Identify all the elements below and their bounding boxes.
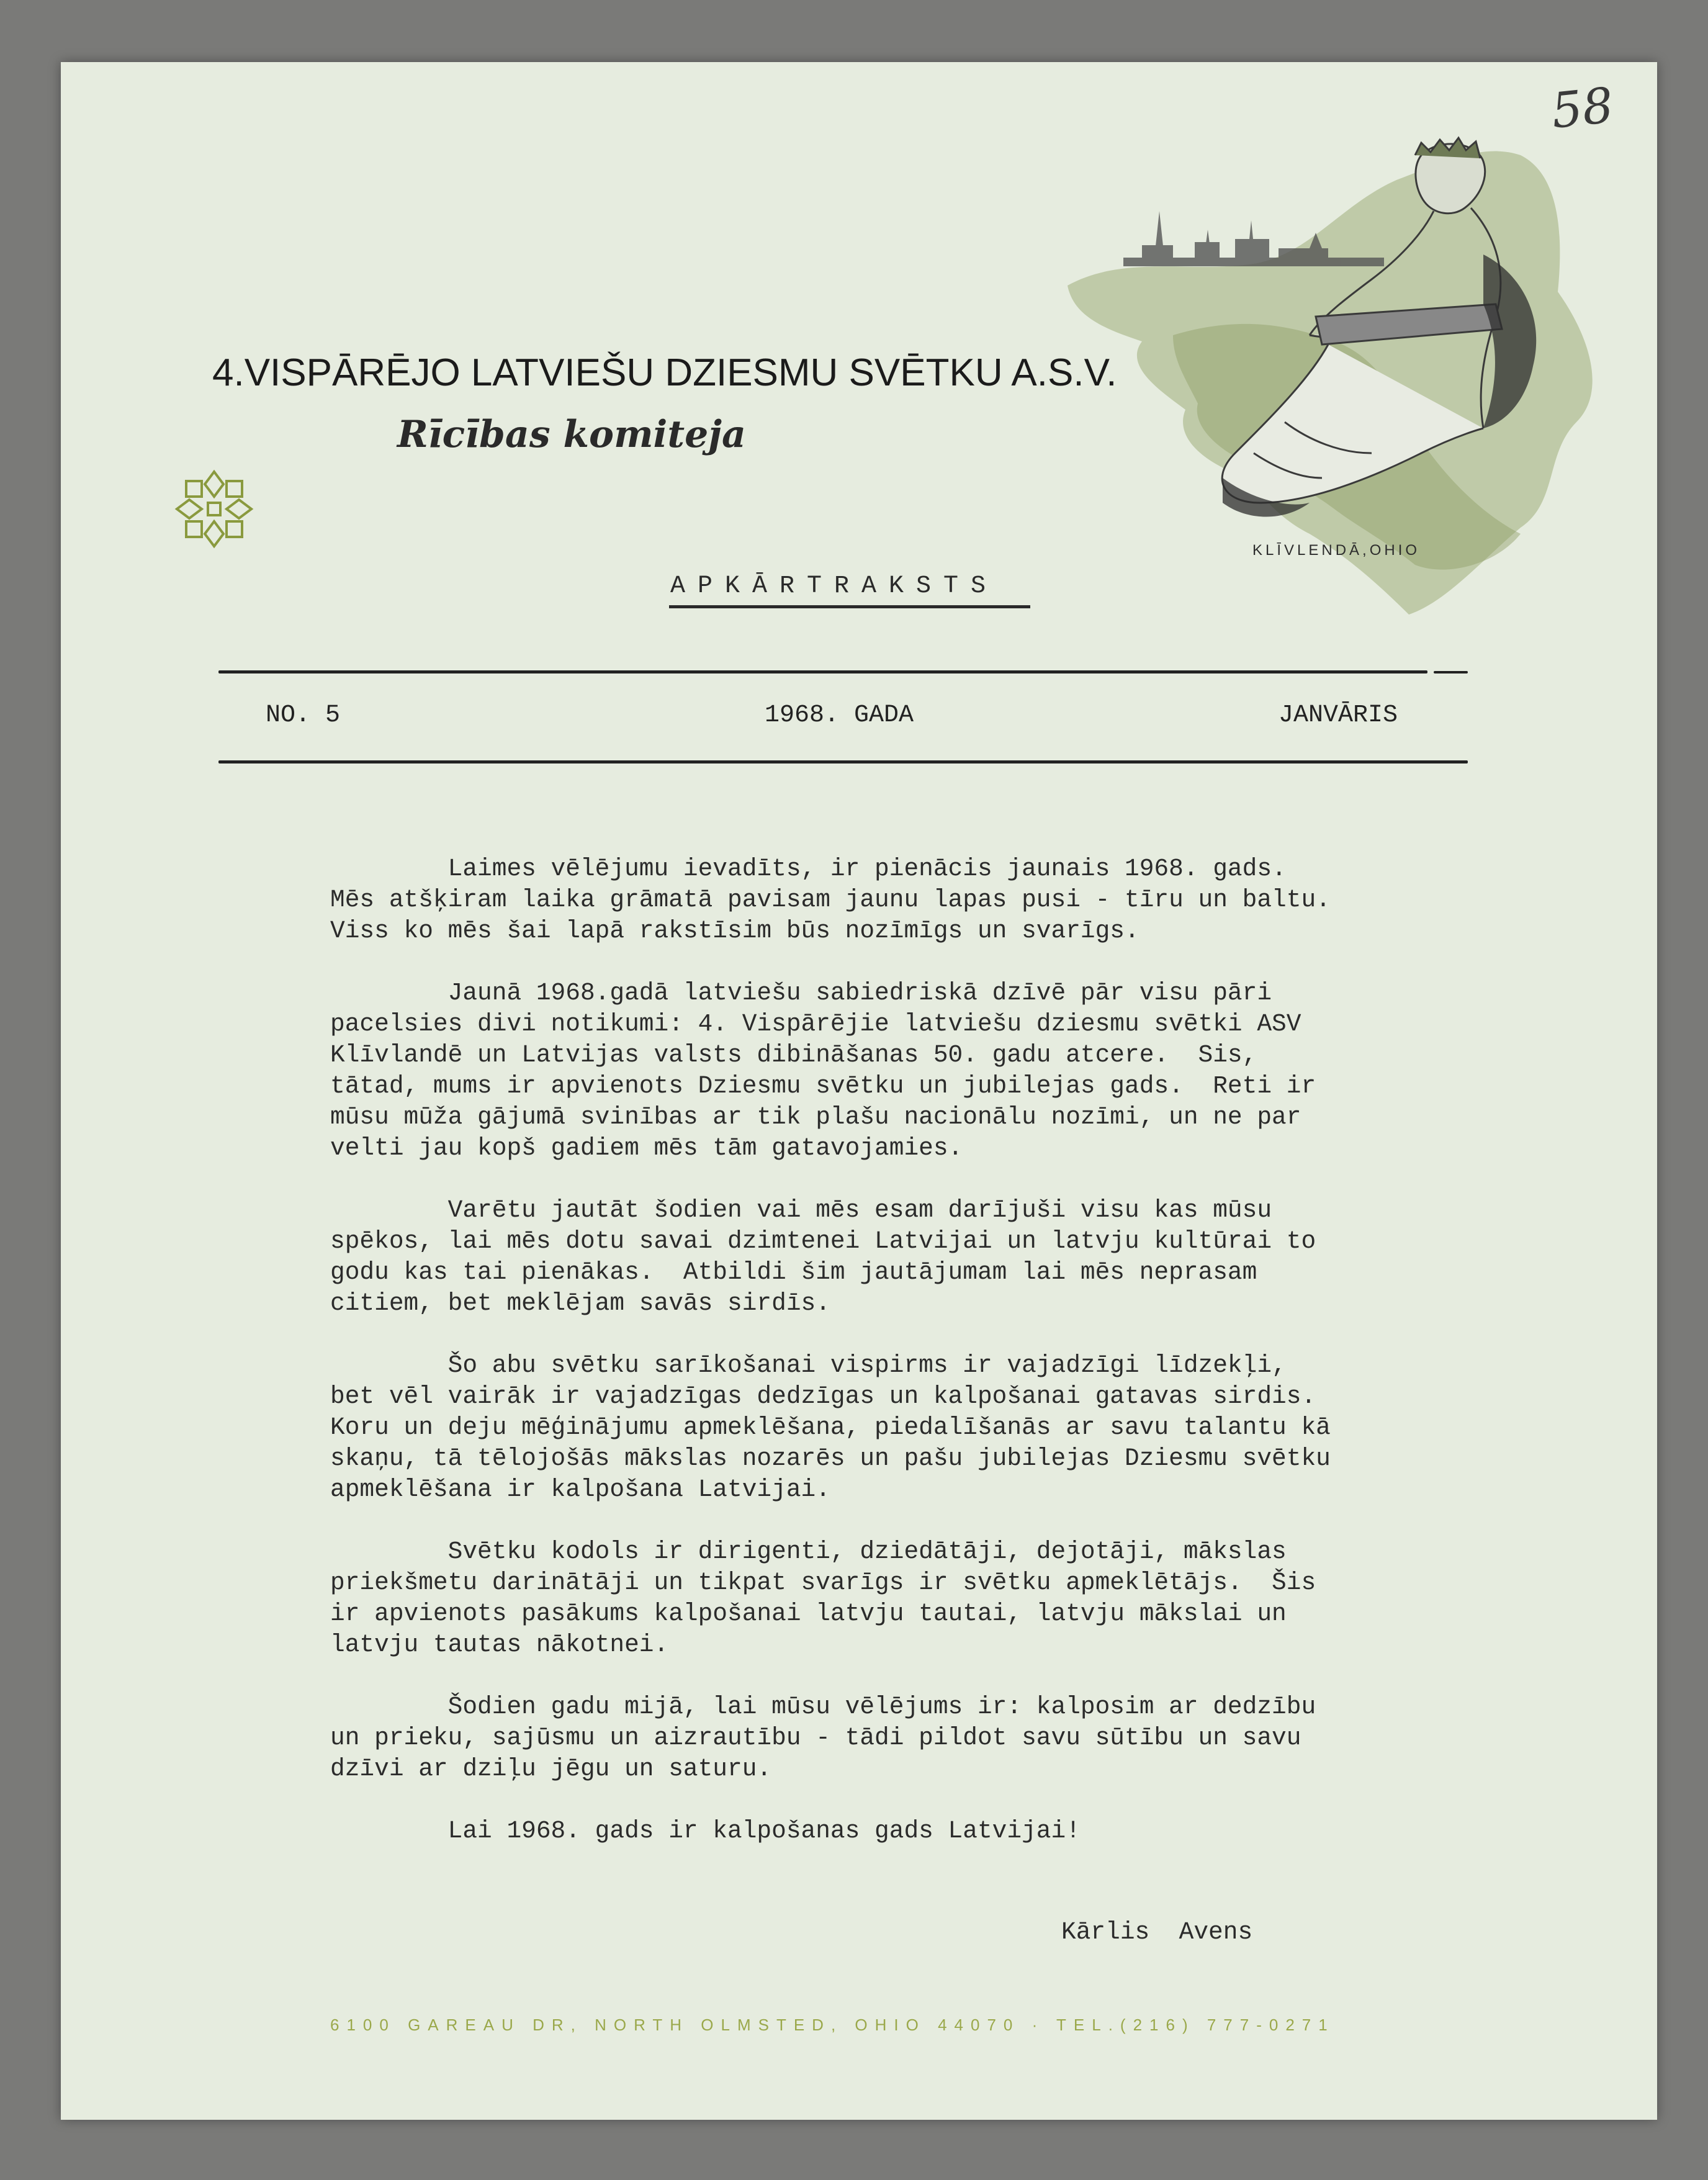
body-line: priekšmetu darinātāji un tikpat svarīgs ir svētku apmeklētājs. Šis [330,1569,1316,1597]
body-line: godu kas tai pienākas. Atbildi šim jautājumam lai mēs neprasam [330,1258,1257,1286]
paragraph [330,978,1423,1164]
letterhead-subtitle: Rīcības komiteja [397,413,746,456]
handwritten-page-number: 58 [1548,78,1616,140]
body-line: Lai 1968. gads ir kalpošanas gads Latvijai! [330,1817,1081,1845]
body-line: pacelsies divi notikumi: 4. Vispārējie latviešu dziesmu svētki ASV [330,1010,1301,1038]
bottom-divider [218,760,1468,763]
body-line: Laimes vēlējumu ievadīts, ir pienācis jaunais 1968. gads. [330,855,1287,883]
body-line: Mēs atšķiram laika grāmatā pavisam jaunu lapas pusi - tīru un baltu. [330,886,1331,914]
body-line: Šo abu svētku sarīkošanai vispirms ir vajadzīgi līdzekļi, [330,1351,1287,1379]
paragraph [330,1350,1423,1505]
body-line: Svētku kodols ir dirigenti, dziedātāji, dejotāji, mākslas [330,1538,1287,1565]
body-line: skaņu, tā tēlojošās mākslas nozarēs un pašu jubilejas Dziesmu svētku [330,1444,1331,1472]
body-line: un prieku, sajūsmu un aizrautību - tādi pildot savu sūtību un savu [330,1724,1301,1752]
body-line: citiem, bet meklējam savās sirdīs. [330,1289,830,1317]
paragraph [330,854,1423,947]
paragraph [330,1691,1423,1785]
body-line: Koru un deju mēģinājumu apmeklēšana, piedalīšanās ar savu talantu kā [330,1413,1331,1441]
body-line: tātad, mums ir apvienots Dziesmu svētku un jubilejas gads. Reti ir [330,1072,1316,1100]
body-line: Šodien gadu mijā, lai mūsu vēlējums ir: kalposim ar dedzību [330,1693,1316,1721]
body-line: Klīvlandē un Latvijas valsts dibināšanas 50. gadu atcere. Sis, [330,1041,1257,1069]
issue-year: 1968. GADA [765,701,914,729]
body-line: latvju tautas nākotnei. [330,1631,669,1659]
letter-body [330,854,1423,1878]
body-line: mūsu mūža gājumā svinības ar tik plašu nacionālu nozīmi, un ne par [330,1103,1301,1131]
top-divider-end [1434,671,1468,673]
body-line: Jaunā 1968.gadā latviešu sabiedriskā dzīvē pār visu pāri [330,979,1272,1007]
body-line: bet vēl vairāk ir vajadzīgas dedzīgas un kalpošanai gatavas sirdis. [330,1382,1316,1410]
paragraph [330,1536,1423,1660]
paragraph [330,1195,1423,1319]
issue-month: JANVĀRIS [1279,701,1398,729]
footer-address: 6100 GAREAU DR, NORTH OLMSTED, OHIO 44070 · TEL.(216) 777-0271 [330,2016,1335,2034]
body-line: Viss ko mēs šai lapā rakstīsim būs nozīmīgs un svarīgs. [330,917,1139,945]
body-line: apmeklēšana ir kalpošana Latvijai. [330,1475,830,1503]
paragraph [330,1816,1423,1847]
body-line: Varētu jautāt šodien vai mēs esam darījuši visu kas mūsu [330,1196,1272,1224]
document-type-underline [669,605,1030,608]
top-divider [218,670,1427,673]
sun-cross-ornament-icon [168,462,261,556]
issue-number: NO. 5 [266,701,341,729]
signature: Kārlis Avens [1061,1918,1253,1946]
body-line: velti jau kopš gadiem mēs tām gatavojamies. [330,1134,963,1162]
document-type-heading: APKĀRTRAKSTS [670,572,999,600]
body-line: ir apvienots pasākums kalpošanai latvju tautai, latvju mākslai un [330,1600,1287,1628]
letterhead-place: KLĪVLENDĀ,OHIO [1252,542,1421,559]
body-line: dzīvi ar dziļu jēgu un saturu. [330,1755,772,1783]
body-line: spēkos, lai mēs dotu savai dzimtenei Latvijai un latvju kultūrai to [330,1227,1316,1255]
letterhead-title: 4.VISPĀRĒJO LATVIEŠU DZIESMU SVĒTKU A.S.V. [212,351,1117,394]
